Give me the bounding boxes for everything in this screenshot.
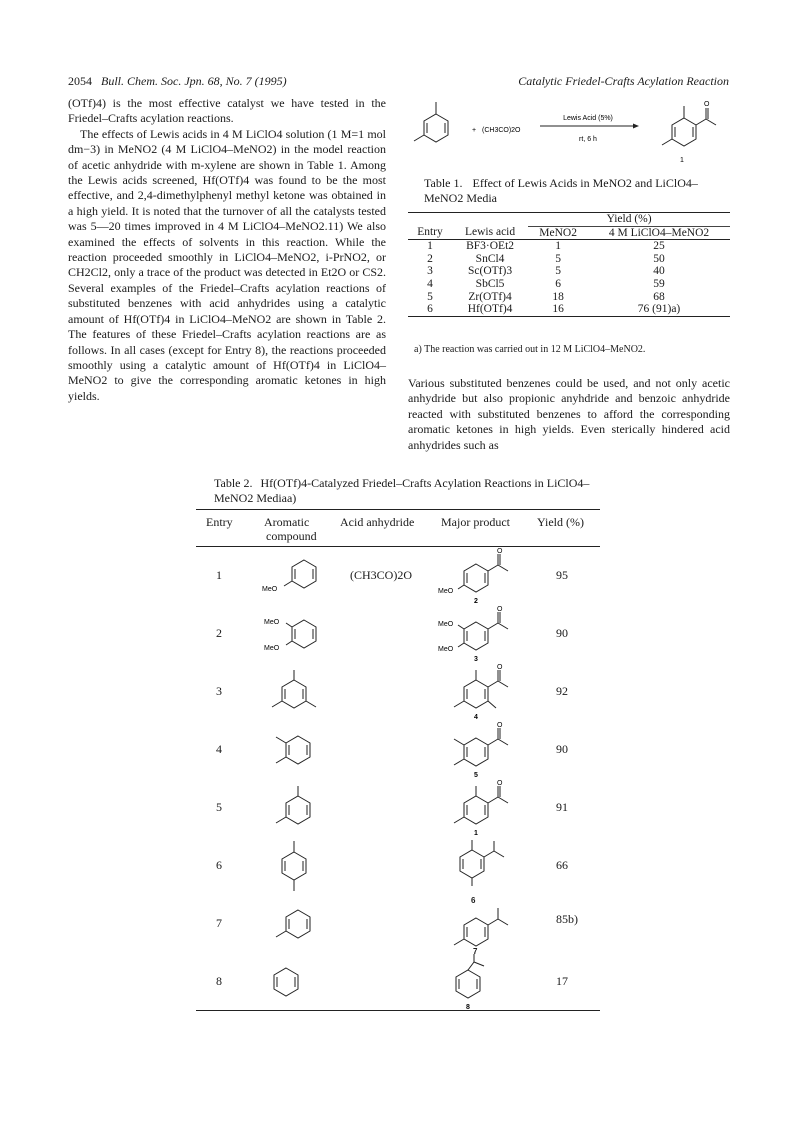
oxygen-label: O (704, 101, 710, 108)
table-row (196, 836, 600, 894)
yield-value: 85b) (556, 912, 578, 926)
product-4-structure (436, 662, 526, 720)
table1 (408, 212, 730, 317)
table2-body (196, 546, 600, 1011)
table-row (196, 546, 600, 604)
col-header: Entry (417, 226, 443, 239)
table-row: 6 Hf(OTf)4 16 76 (91)a) (408, 303, 730, 316)
table2-caption (214, 476, 594, 506)
svg-text:MeO: MeO (262, 586, 278, 593)
svg-text:3: 3 (474, 656, 478, 662)
product-7-structure (436, 900, 526, 958)
plus-sign: + (472, 127, 477, 134)
table-row: 1 BF3·OEt2 1 25 (427, 240, 665, 253)
yield-value: 95 (556, 568, 568, 582)
svg-text:O: O (497, 664, 503, 671)
svg-text:MeO: MeO (438, 621, 454, 628)
m-xylene-structure (258, 782, 328, 832)
svg-text:MeO: MeO (264, 645, 280, 652)
col-header-product: Major product (441, 515, 510, 529)
acid-anhydride: (CH3CO)2O (350, 568, 412, 582)
svg-text:8: 8 (466, 1004, 470, 1010)
yield-value: 90 (556, 626, 568, 640)
product-number: 1 (680, 157, 684, 164)
condition-bottom: rt, 6 h (579, 136, 597, 143)
entry-number: 8 (216, 974, 222, 988)
table-row (196, 952, 600, 1010)
svg-text:4: 4 (474, 714, 478, 720)
col-header-aromatic: Aromatic (264, 515, 310, 529)
yield-value: 66 (556, 858, 568, 872)
col-header: Lewis acid (464, 226, 516, 239)
p-xylene-structure (258, 836, 328, 894)
o-xylene-structure (258, 726, 328, 772)
anisole-structure (258, 554, 328, 598)
table2-header (196, 509, 600, 547)
table-row: 3 Sc(OTf)3 5 40 (427, 265, 665, 278)
table-row: 2 SnCl4 5 50 (427, 252, 665, 265)
svg-text:1: 1 (474, 830, 478, 836)
page-number: 2054 (68, 74, 92, 88)
yield-header: Yield (%) (528, 213, 730, 227)
svg-text:5: 5 (474, 772, 478, 778)
yield-value: 92 (556, 684, 568, 698)
table-row (196, 720, 600, 778)
product-8-structure (436, 952, 526, 1010)
paragraph: (OTf)4) is the most effective catalyst we have tested in the Friedel–Crafts acylation reactions. (68, 96, 386, 126)
running-title: Catalytic Friedel-Crafts Acylation Reaction (518, 74, 729, 88)
table1-label: Table 1. (424, 176, 463, 190)
svg-text:O: O (497, 780, 503, 787)
product-1-structure (662, 106, 716, 146)
col-header-yield: Yield (%) (537, 515, 584, 529)
table-row (196, 662, 600, 720)
reaction-scheme (408, 96, 730, 168)
svg-text:O: O (497, 548, 503, 555)
table-row (196, 894, 600, 952)
mesitylene-structure (258, 666, 328, 716)
table1-footnote: a) The reaction was carried out in 12 M LiClO4–MeNO2. (414, 344, 646, 355)
m-xylene-structure (414, 102, 448, 142)
product-6-structure (436, 836, 526, 894)
benzene-structure (258, 960, 328, 1004)
table-row: 5 Zr(OTf)4 18 68 (427, 290, 665, 303)
svg-text:MeO: MeO (264, 619, 280, 626)
yield-value: 91 (556, 800, 568, 814)
col-header-aromatic-2: compound (266, 529, 317, 543)
paragraph: Various substituted benzenes could be used, and not only acetic anhydride but also propionic anyhdride and benzoic anhydride reacted with substituted benzenes to afford the corresponding aromatic ketones in high yields. Even sterically hindered acid anhydrides such as (408, 376, 730, 452)
svg-text:O: O (497, 722, 503, 729)
svg-text:2: 2 (474, 598, 478, 604)
toluene-structure (258, 902, 328, 946)
product-1-structure (436, 778, 526, 836)
table-row (196, 778, 600, 836)
svg-text:MeO: MeO (438, 588, 454, 595)
table1-caption (424, 176, 724, 206)
product-5-structure (436, 720, 526, 778)
journal-issue: No. 7 (1995) (225, 74, 287, 88)
table1-caption-text: Effect of Lewis Acids in MeNO2 and LiClO4–MeNO2 Media (424, 176, 698, 205)
left-column (68, 96, 386, 404)
entry-number: 2 (216, 626, 222, 640)
entry-number: 4 (216, 742, 222, 756)
table2-caption-text: Hf(OTf)4-Catalyzed Friedel–Crafts Acylation Reactions in LiClO4–MeNO2 Mediaa) (214, 476, 590, 505)
right-column (408, 376, 730, 453)
col-header-entry: Entry (206, 515, 233, 529)
svg-text:MeO: MeO (438, 646, 454, 653)
col-header: MeNO2 (539, 226, 577, 239)
col-header: 4 M LiClO4–MeNO2 (608, 226, 710, 239)
table-row: 4 SbCl5 6 59 (427, 277, 665, 290)
yield-value: 17 (556, 974, 568, 988)
veratrole-structure (258, 608, 328, 658)
yield-value: 90 (556, 742, 568, 756)
col-header-anhydride: Acid anhydride (340, 515, 415, 529)
product-number-6: 6 (471, 896, 476, 905)
table2-label: Table 2. (214, 476, 253, 490)
entry-number: 7 (216, 916, 222, 930)
svg-text:O: O (497, 606, 503, 613)
page-header-left (68, 74, 287, 89)
journal-name: Bull. Chem. Soc. Jpn. (101, 74, 205, 88)
journal-volume: 68, (207, 74, 223, 88)
table-row (196, 604, 600, 662)
reagent-label: (CH3CO)2O (482, 127, 521, 134)
product-number-7: 7 (473, 947, 478, 956)
entry-number: 3 (216, 684, 222, 698)
entry-number: 5 (216, 800, 222, 814)
entry-number: 6 (216, 858, 222, 872)
product-2-structure (436, 546, 526, 604)
product-3-structure (436, 604, 526, 662)
condition-top: Lewis Acid (5%) (563, 115, 613, 122)
paragraph: The effects of Lewis acids in 4 M LiClO4 solution (1 M=1 mol dm−3) in MeNO2 (4 M LiClO4–MeNO2) in the model reaction of acetic anhydride with m-xylene are shown in Table 1. Among the Lewis acids screened, Hf(OTf)4 was found to be the most effective, and 2,4-dimethylphenyl methyl ketone was obtained in a high yield. It is noted that the turnover of all the catalysts tested was 5—20 times improved in 4 M LiClO4–MeNO2.11) We also examined the effects of solvents in this reaction. While the reaction proceeded smoothly in LiClO4–MeNO2, i-PrNO2, or CH2Cl2, only a trace of the product was detected in Et2O or CS2. Several examples of the Friedel–Crafts acylation reactions of substituted benzenes with acid anhydrides using a catalytic amount of Hf(OTf)4 in LiClO4–MeNO2 are shown in Table 2. The features of these Friedel–Crafts acylation reactions are as follows. In all cases (except for Entry 8), the reactions proceeded smoothly using a catalytic amount of Hf(OTf)4 in LiClO4–MeNO2 to give the corresponding aromatic ketones in high yields. (68, 126, 386, 403)
entry-number: 1 (216, 568, 222, 582)
